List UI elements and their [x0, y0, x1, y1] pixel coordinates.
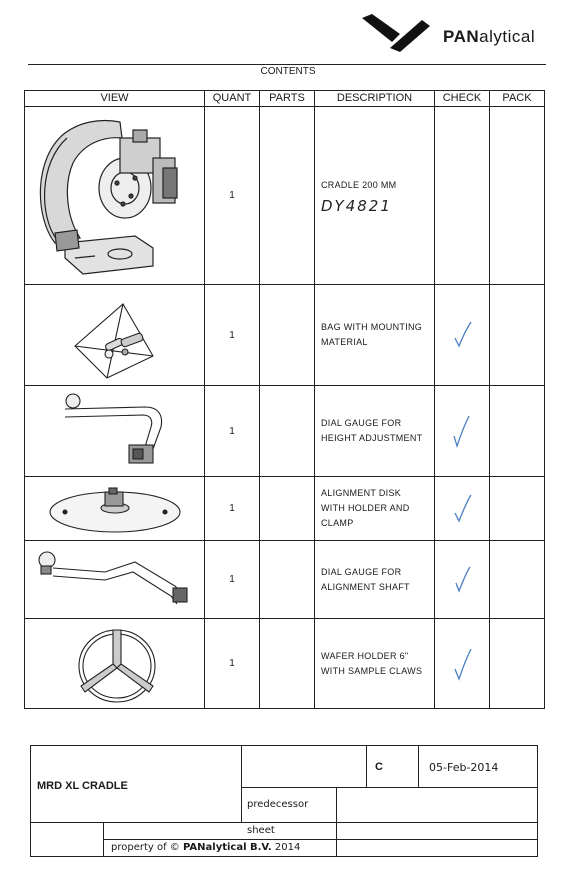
parts-cell	[260, 541, 315, 619]
pack-cell	[490, 285, 545, 386]
checkmark-icon	[451, 491, 475, 527]
description-line: WAFER HOLDER 6"	[321, 650, 409, 661]
description-line: DIAL GAUGE FOR	[321, 418, 402, 428]
table-row	[25, 619, 545, 709]
description-line: WITH HOLDER AND	[321, 503, 410, 513]
divider	[103, 839, 538, 840]
pack-cell	[490, 541, 545, 619]
table-row	[25, 107, 545, 285]
description-cell	[315, 619, 435, 709]
divider	[241, 787, 538, 788]
view-cell	[25, 541, 205, 619]
column-header-pack: PACK	[490, 91, 545, 107]
view-cell	[25, 619, 205, 709]
description-line: ALIGNMENT DISK	[321, 488, 402, 498]
divider	[418, 746, 419, 788]
brand-name: PANalytical	[443, 27, 536, 46]
divider	[366, 746, 367, 788]
description-line: ALIGNMENT SHAFT	[321, 581, 410, 592]
checkmark-icon	[451, 563, 475, 597]
description-line: WITH SAMPLE CLAWS	[321, 665, 423, 676]
cradle-drawing-icon	[25, 108, 205, 284]
revision-label: C	[375, 761, 383, 773]
view-cell	[25, 107, 205, 285]
table-row	[25, 477, 545, 541]
column-header-view: VIEW	[25, 91, 205, 107]
dial-gauge-height-drawing-icon	[25, 387, 205, 476]
parts-cell	[260, 477, 315, 541]
description-line: BAG WITH MOUNTING	[321, 322, 423, 332]
table-row	[25, 285, 545, 386]
check-cell	[435, 386, 490, 477]
checkmark-icon	[451, 412, 475, 450]
description-cell	[315, 386, 435, 477]
parts-cell	[260, 107, 315, 285]
description-line: CLAMP	[321, 518, 354, 528]
header-divider	[28, 64, 546, 65]
product-name: MRD XL CRADLE	[37, 780, 128, 792]
table-row	[25, 541, 545, 619]
parts-cell	[260, 285, 315, 386]
parts-cell	[260, 386, 315, 477]
description-cell	[315, 541, 435, 619]
check-cell	[435, 477, 490, 541]
checkmark-icon	[451, 318, 475, 352]
check-cell	[435, 107, 490, 285]
check-cell	[435, 285, 490, 386]
quantity-cell: 1	[205, 285, 260, 386]
column-header-quant: QUANT	[205, 91, 260, 107]
description-line: HEIGHT ADJUSTMENT	[321, 433, 423, 443]
description-cell	[315, 477, 435, 541]
alignment-disk-drawing-icon	[25, 478, 205, 540]
quantity-cell: 1	[205, 386, 260, 477]
table-header-row	[25, 91, 545, 107]
pack-cell	[490, 386, 545, 477]
panalytical-logo-icon	[360, 12, 432, 52]
check-cell	[435, 541, 490, 619]
predecessor-label: predecessor	[247, 799, 309, 810]
description-line: MATERIAL	[321, 337, 368, 347]
pack-cell	[490, 107, 545, 285]
quantity-cell: 1	[205, 541, 260, 619]
handwritten-serial: DY4821	[321, 196, 392, 215]
divider	[241, 746, 242, 822]
wafer-holder-drawing-icon	[25, 620, 205, 708]
sheet-label: sheet	[247, 825, 275, 836]
mounting-bag-drawing-icon	[25, 286, 205, 385]
quantity-cell: 1	[205, 477, 260, 541]
dial-gauge-shaft-drawing-icon	[25, 542, 205, 618]
description-line: DIAL GAUGE FOR	[321, 566, 402, 577]
column-header-check: CHECK	[435, 91, 490, 107]
column-header-description: DESCRIPTION	[315, 91, 435, 107]
view-cell	[25, 285, 205, 386]
contents-title: CONTENTS	[260, 66, 316, 77]
checkmark-icon	[451, 645, 475, 683]
divider	[31, 822, 538, 823]
issue-date: 05-Feb-2014	[429, 761, 499, 774]
view-cell	[25, 477, 205, 541]
description-line: CRADLE 200 MM	[321, 179, 397, 190]
pack-cell	[490, 619, 545, 709]
company-name: PANalytical B.V.	[183, 842, 272, 853]
check-cell	[435, 619, 490, 709]
view-cell	[25, 386, 205, 477]
description-cell	[315, 107, 435, 285]
title-block	[30, 745, 538, 857]
pack-cell	[490, 477, 545, 541]
column-header-parts: PARTS	[260, 91, 315, 107]
quantity-cell: 1	[205, 619, 260, 709]
quantity-cell: 1	[205, 107, 260, 285]
parts-cell	[260, 619, 315, 709]
description-cell	[315, 285, 435, 386]
property-notice: property of © PANalytical B.V. 2014	[111, 842, 301, 853]
table-row	[25, 386, 545, 477]
contents-table	[24, 90, 545, 709]
